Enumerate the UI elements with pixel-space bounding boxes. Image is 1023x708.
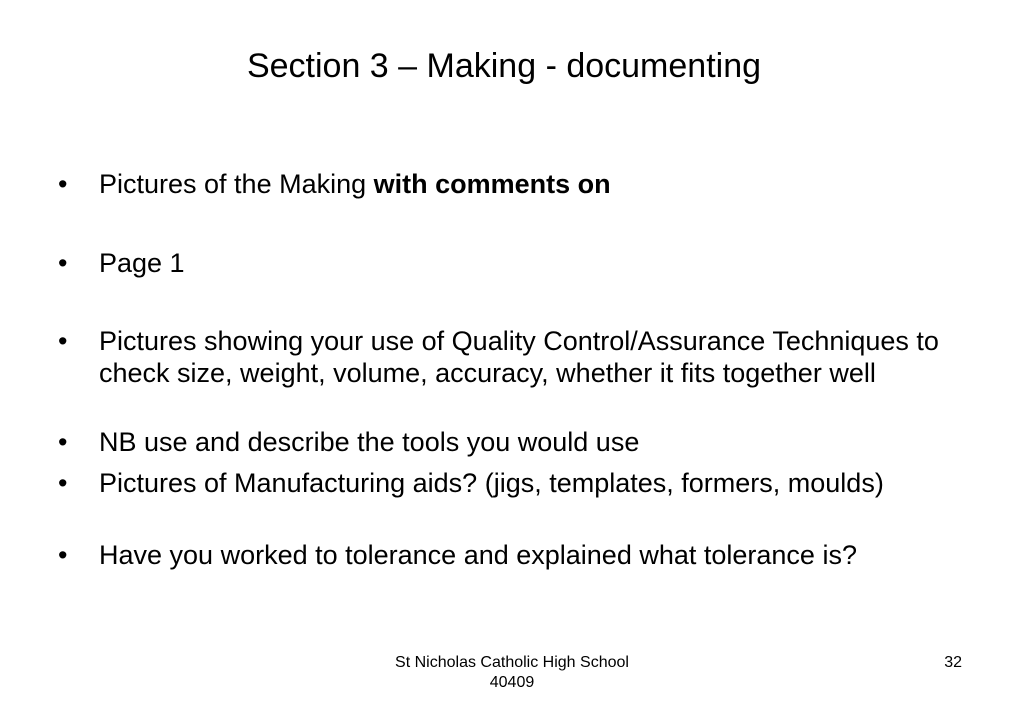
bullet-marker: • <box>58 326 68 356</box>
footer-school <box>362 653 662 693</box>
bullet-item <box>58 426 958 458</box>
bullet-text-regular: Pictures of the Making <box>99 169 374 199</box>
bullet-text-bold: with comments on <box>373 169 611 199</box>
slide-page-number: 32 <box>944 654 962 671</box>
bullet-text: Pictures showing your use of Quality Control/Assurance Techniques to check size, weight, volume, accuracy, whether it fits together well <box>99 326 939 388</box>
bullet-marker: • <box>58 540 68 570</box>
bullet-marker: • <box>58 427 68 457</box>
bullet-item <box>58 325 958 389</box>
footer-school-code: 40409 <box>489 674 535 691</box>
bullet-text: Page 1 <box>99 248 185 278</box>
bullet-text: Have you worked to tolerance and explained what tolerance is? <box>99 540 857 570</box>
bullet-marker: • <box>58 248 68 278</box>
bullet-marker: • <box>58 169 68 199</box>
bullet-item <box>58 467 958 499</box>
bullet-text: Pictures of Manufacturing aids? (jigs, templates, formers, moulds) <box>99 468 884 498</box>
bullet-item <box>58 247 958 279</box>
bullet-marker: • <box>58 468 68 498</box>
footer-school-name: St Nicholas Catholic High School <box>395 654 629 671</box>
bullet-item <box>58 539 958 571</box>
bullet-text: NB use and describe the tools you would use <box>99 427 640 457</box>
slide-title: Section 3 – Making - documenting <box>246 47 762 85</box>
bullet-text <box>99 168 958 200</box>
bullet-item <box>58 168 958 200</box>
